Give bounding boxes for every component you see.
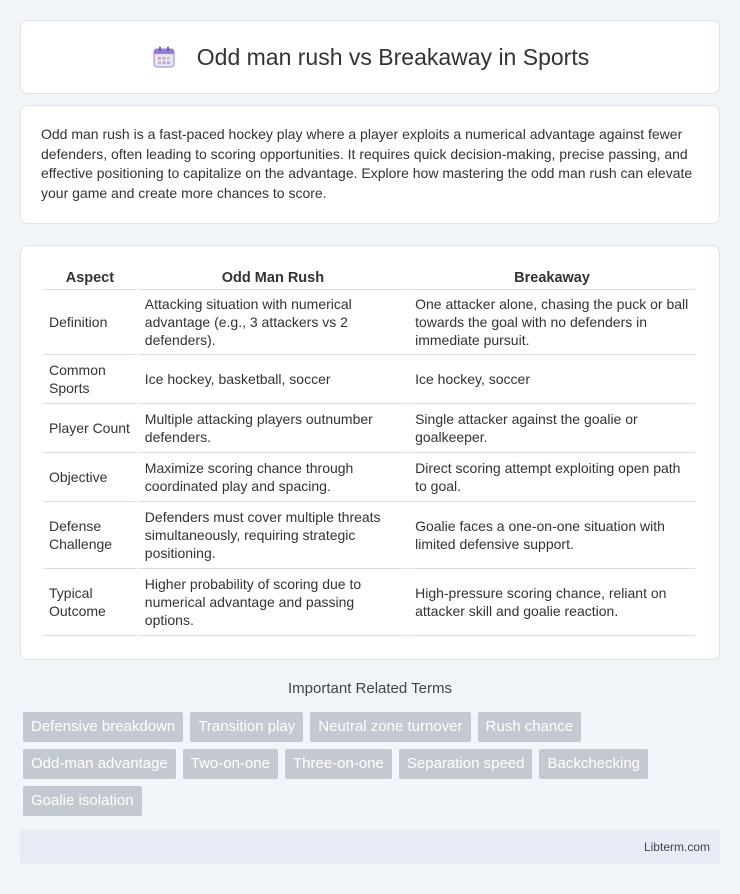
table-row (43, 290, 695, 355)
term-tag[interactable]: Three-on-one (285, 749, 392, 779)
row-breakaway: One attacker alone, chasing the puck or ball towards the goal with no defenders in immediate pursuit. (409, 290, 695, 355)
term-tag[interactable]: Separation speed (399, 749, 533, 779)
table-row (43, 569, 695, 636)
row-aspect: Player Count (43, 404, 137, 453)
row-odd-man-rush: Ice hockey, basketball, soccer (139, 355, 407, 404)
term-tag[interactable]: Two-on-one (183, 749, 278, 779)
term-tag[interactable]: Backchecking (539, 749, 648, 779)
header-odd-man-rush: Odd Man Rush (139, 266, 407, 290)
row-odd-man-rush: Multiple attacking players outnumber defenders. (139, 404, 407, 453)
page-title: Odd man rush vs Breakaway in Sports (196, 43, 590, 70)
row-breakaway: Direct scoring attempt exploiting open path to goal. (409, 453, 695, 502)
table-row (43, 502, 695, 569)
row-breakaway: Ice hockey, soccer (409, 355, 695, 404)
comparison-card (20, 245, 720, 660)
term-tag[interactable]: Odd-man advantage (23, 749, 176, 779)
related-terms-title: Important Related Terms (288, 680, 452, 697)
term-tag[interactable]: Neutral zone turnover (310, 712, 470, 742)
header-breakaway: Breakaway (409, 266, 695, 290)
intro-text: Odd man rush is a fast-paced hockey play where a player exploits a numerical advantage against fewer defenders, often leading to scoring opportunities. It requires quick decision-making, precise passing, and effective positioning to capitalize on the advantage. Explore how mastering the odd man rush can elevate your game and create more chances to score. (41, 126, 693, 201)
row-aspect: Objective (43, 453, 137, 502)
footer-site-link[interactable]: Libterm.com (643, 840, 710, 854)
comparison-table (41, 266, 697, 636)
table-row (43, 355, 695, 404)
row-aspect: Common Sports (43, 355, 137, 404)
row-breakaway: High-pressure scoring chance, reliant on attacker skill and goalie reaction. (409, 569, 695, 636)
table-row (43, 453, 695, 502)
row-odd-man-rush: Attacking situation with numerical advantage (e.g., 3 attackers vs 2 defenders). (139, 290, 407, 355)
calendar-icon (151, 44, 177, 70)
row-breakaway: Goalie faces a one-on-one situation with limited defensive support. (409, 502, 695, 569)
term-tag[interactable]: Goalie isolation (23, 786, 142, 816)
term-tag[interactable]: Defensive breakdown (23, 712, 183, 742)
intro-card (20, 105, 720, 224)
related-terms-list (23, 712, 723, 816)
header-aspect: Aspect (43, 266, 137, 290)
header-card (20, 20, 720, 94)
table-header-row (43, 266, 695, 290)
row-aspect: Defense Challenge (43, 502, 137, 569)
table-row (43, 404, 695, 453)
row-odd-man-rush: Maximize scoring chance through coordinated play and spacing. (139, 453, 407, 502)
term-tag[interactable]: Rush chance (478, 712, 582, 742)
row-odd-man-rush: Defenders must cover multiple threats simultaneously, requiring strategic positioning. (139, 502, 407, 569)
row-aspect: Definition (43, 290, 137, 355)
footer (20, 830, 720, 864)
row-aspect: Typical Outcome (43, 569, 137, 636)
row-breakaway: Single attacker against the goalie or goalkeeper. (409, 404, 695, 453)
row-odd-man-rush: Higher probability of scoring due to numerical advantage and passing options. (139, 569, 407, 636)
term-tag[interactable]: Transition play (190, 712, 303, 742)
